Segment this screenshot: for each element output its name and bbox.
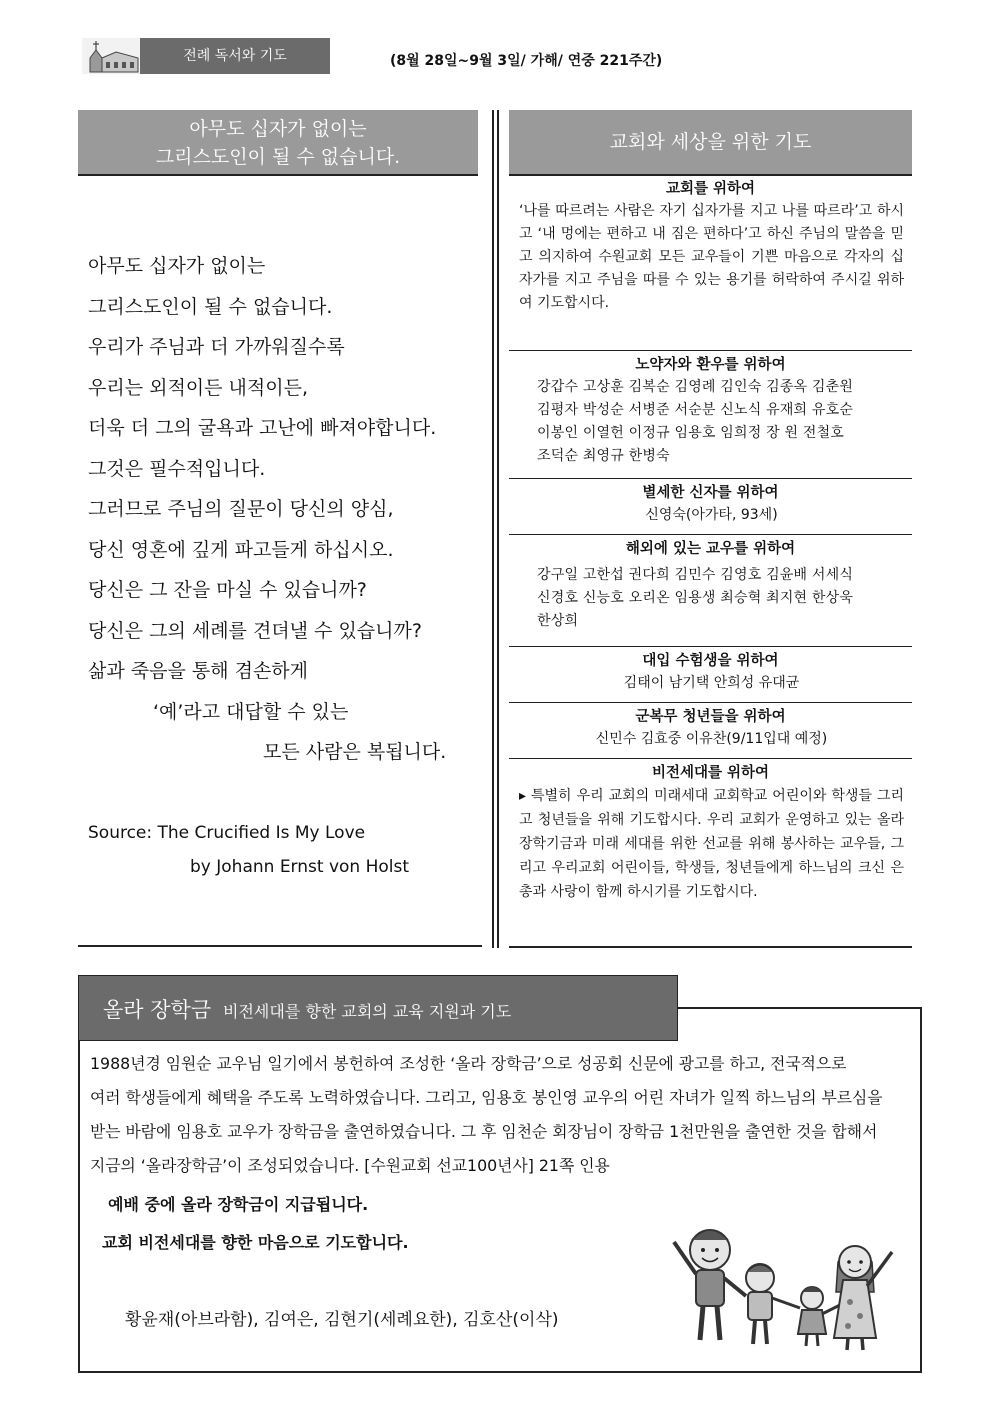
author-line: by Johann Ernst von Holst xyxy=(190,857,410,877)
left-title-banner xyxy=(78,110,478,176)
section-heading: 비전세대를 위하여 xyxy=(651,765,770,781)
poem-line: 우리가 주님과 더 가까워질수록 xyxy=(88,336,345,358)
header-tab: 전례 독서와 기도 xyxy=(140,38,330,74)
prayer-military-section xyxy=(509,706,912,759)
olla-recipients: 황윤재(아브라함), 김여은, 김현기(세례요한), 김호산(이삭) xyxy=(125,1310,559,1330)
name-line: 강구일 고한섭 권다희 김민수 김영호 김윤배 서세식 xyxy=(537,567,854,583)
poem-line: 당신은 그 잔을 마실 수 있습니까? xyxy=(88,579,367,601)
header-date: (8월 28일~9월 3일/ 가해/ 연중 221주간) xyxy=(390,53,663,69)
olla-title-tab xyxy=(78,975,678,1041)
left-bottom-rule xyxy=(78,945,482,947)
section-heading: 교회를 위하여 xyxy=(665,181,756,197)
column-divider xyxy=(492,110,494,948)
section-heading: 군복무 청년들을 위하여 xyxy=(635,709,786,725)
church-icon xyxy=(82,38,140,74)
olla-title: 올라 장학금 xyxy=(103,998,212,1022)
name-line: 이봉인 이열헌 이정규 임용호 임희정 장 원 전철호 xyxy=(537,425,845,441)
left-title-line1: 아무도 십자가 없이는 xyxy=(189,118,367,140)
olla-emphasis: 예배 중에 올라 장학금이 지급됩니다. xyxy=(108,1195,369,1214)
section-heading: 대입 수험생을 위하여 xyxy=(642,653,779,669)
poem-line: 모든 사람은 복됩니다. xyxy=(263,741,447,763)
children-illustration xyxy=(660,1212,910,1352)
poem-source xyxy=(88,816,409,884)
poem-line: ‘예’라고 대답할 수 있는 xyxy=(153,700,349,723)
name-line: 한상희 xyxy=(537,613,579,629)
prayer-elderly-section xyxy=(509,354,912,479)
name-line: 강갑수 고상훈 김복순 김영례 김인숙 김종옥 김춘원 xyxy=(537,379,854,395)
section-body: ▸ 특별히 우리 교회의 미래세대 교회학교 어린이와 학생들 그리고 청년들을 위해 기도합시다. 우리 교회가 운영하고 있는 올라 장학기금과 미래 세대를 위한 선교를 위해 봉사하는 교우들, 그리고 우리교회 어린이들, 학생들, 청년들에게 하느님의 크신 은총과 사랑이 함께 하시기를 기도합시다. xyxy=(519,788,904,900)
prayer-exam-section xyxy=(509,650,912,703)
poem-line: 우리는 외적이든 내적이든, xyxy=(88,376,309,399)
section-line: 신영숙(아가타, 93세) xyxy=(645,507,778,523)
olla-text-line: 지금의 ‘올라장학금’이 조성되었습니다. [수원교회 선교100년사] 21쪽 인용 xyxy=(90,1156,610,1175)
olla-text-line: 여러 학생들에게 혜택을 주도록 노력하였습니다. 그리고, 임용호 봉인영 교우의 어린 자녀가 일찍 하느님의 부르심을 xyxy=(90,1088,883,1107)
prayer-deceased-section xyxy=(509,482,912,535)
name-line: 조덕순 최영규 한병숙 xyxy=(537,448,670,464)
section-line: 김태이 남기택 안희성 유대균 xyxy=(623,675,800,691)
section-heading: 노약자와 환우를 위하여 xyxy=(635,357,786,373)
olla-emphasis: 교회 비전세대를 향한 마음으로 기도합니다. xyxy=(102,1233,409,1252)
olla-text-line: 1988년경 임원순 교우님 일기에서 봉헌하여 조성한 ‘올라 장학금’으로 성공회 신문에 광고를 하고, 전국적으로 xyxy=(90,1054,847,1073)
poem-line: 당신 영혼에 깊게 파고들게 하십시오. xyxy=(88,538,394,561)
section-line: 신민수 김효중 이유찬(9/11입대 예정) xyxy=(595,731,828,747)
poem-line: 그러므로 주님의 질문이 당신의 양심, xyxy=(88,498,394,520)
olla-text-line: 받는 바람에 임용호 교우가 장학금을 출연하였습니다. 그 후 임천순 회장님이 장학금 1천만원을 출연한 것을 합해서 xyxy=(90,1122,878,1141)
name-line: 신경호 신능호 오리온 임용생 최승혁 최지현 한상욱 xyxy=(537,590,854,606)
olla-subtitle: 비전세대를 향한 교회의 교육 지원과 기도 xyxy=(223,1002,512,1021)
right-title-banner: 교회와 세상을 위한 기도 xyxy=(509,110,912,176)
section-body: ‘나를 따르려는 사람은 자기 십자가를 지고 나를 따르라’고 하시고 ‘내 멍에는 편하고 내 짐은 편하다’고 하신 주님의 말씀을 믿고 의지하여 수원교회 모든 교우들이 기쁜 마음으로 각자의 십자가를 지고 주님을 따를 수 있는 용기를 허락하여 주시길 위하여 기도합시다. xyxy=(519,203,904,311)
section-heading: 해외에 있는 교우를 위하여 xyxy=(625,541,796,557)
prayer-nextgen-section xyxy=(509,762,912,948)
poem-line: 더욱 더 그의 굴욕과 고난에 빠져야합니다. xyxy=(88,417,437,439)
column-divider xyxy=(497,110,499,948)
prayer-overseas-section xyxy=(509,538,912,647)
poem-line: 당신은 그의 세례를 견뎌낼 수 있습니까? xyxy=(88,619,422,642)
poem-body xyxy=(88,246,446,773)
poem-line: 아무도 십자가 없이는 xyxy=(88,255,266,277)
source-line: Source: The Crucified Is My Love xyxy=(88,823,366,843)
poem-line: 그리스도인이 될 수 없습니다. xyxy=(88,295,333,318)
left-title-line2: 그리스도인이 될 수 없습니다. xyxy=(155,146,401,168)
name-line: 김평자 박성순 서병준 서순분 신노식 유재희 유호순 xyxy=(537,402,854,418)
poem-line: 삶과 죽음을 통해 겸손하게 xyxy=(88,660,309,682)
prayer-church-section xyxy=(509,178,912,351)
poem-line: 그것은 필수적입니다. xyxy=(88,457,266,480)
section-heading: 별세한 신자를 위하여 xyxy=(642,485,779,501)
olla-description xyxy=(90,1047,905,1183)
